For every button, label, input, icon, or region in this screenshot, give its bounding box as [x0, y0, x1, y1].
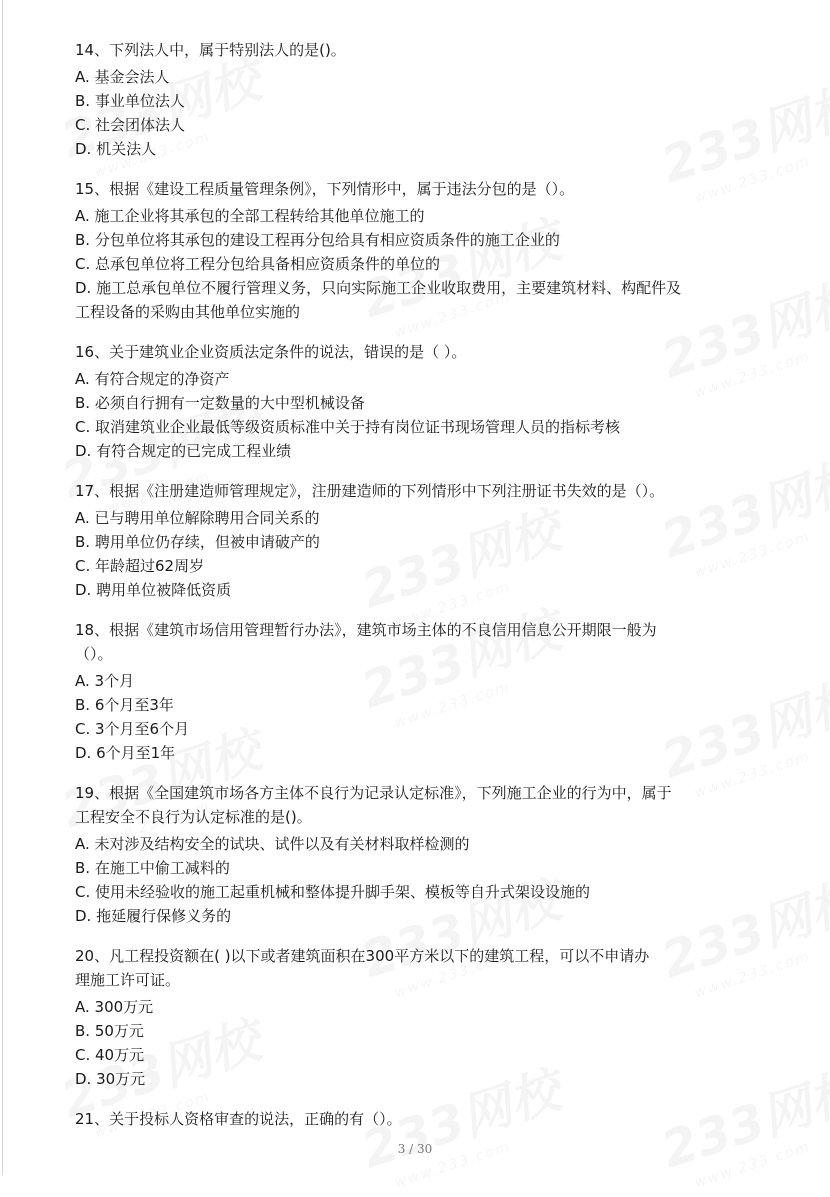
answer-option: A. 未对涉及结构安全的试块、试件以及有关材料取样检测的 — [75, 835, 470, 853]
question-stem — [75, 340, 775, 364]
page-indicator: 3 / 30 — [397, 1142, 433, 1156]
answer-option: B. 必须自行拥有一定数量的大中型机械设备 — [75, 394, 365, 412]
question-stem-line: 16、关于建筑业企业资质法定条件的说法，错误的是（ ）。 — [75, 343, 467, 361]
question-block — [75, 38, 775, 161]
question-stem-line: 14、下列法人中，属于特别法人的是()。 — [75, 41, 346, 59]
question-block — [75, 781, 775, 928]
answer-option: 工程设备的采购由其他单位实施的 — [75, 303, 301, 321]
answer-option: B. 聘用单位仍存续，但被申请破产的 — [75, 533, 320, 551]
question-block — [75, 1107, 775, 1131]
answer-option: B. 6个月至3年 — [75, 696, 174, 714]
question-stem-line: （）。 — [75, 645, 113, 663]
question-stem-line: 18、根据《建筑市场信用管理暂行办法》，建筑市场主体的不良信用信息公开期限一般为 — [75, 621, 657, 639]
question-block — [75, 340, 775, 463]
question-stem-line: 21、关于投标人资格审查的说法，正确的有（）。 — [75, 1110, 402, 1128]
answer-option: D. 6个月至1年 — [75, 744, 176, 762]
answer-option: D. 施工总承包单位不履行管理义务，只向实际施工企业收取费用，主要建筑材料、构配件及 — [75, 279, 682, 297]
question-stem-line: 工程安全不良行为认定标准的是()。 — [75, 808, 312, 826]
question-block — [75, 618, 775, 765]
question-stem — [75, 479, 775, 503]
answer-option: A. 已与聘用单位解除聘用合同关系的 — [75, 509, 320, 527]
answer-option: C. 总承包单位将工程分包给具备相应资质条件的单位的 — [75, 255, 441, 273]
question-stem-line: 19、根据《全国建筑市场各方主体不良行为记录认定标准》，下列施工企业的行为中，属于 — [75, 784, 672, 802]
question-stem — [75, 618, 775, 666]
question-stem — [75, 1107, 775, 1131]
answer-option: D. 拖延履行保修义务的 — [75, 907, 232, 925]
answer-option: C. 3个月至6个月 — [75, 720, 190, 738]
question-stem — [75, 177, 775, 201]
question-block — [75, 944, 775, 1091]
question-stem-line: 17、根据《注册建造师管理规定》，注册建造师的下列情形中下列注册证书失效的是（）。 — [75, 482, 665, 500]
answer-option: A. 3个月 — [75, 672, 135, 690]
answer-option: C. 使用未经验收的施工起重机械和整体提升脚手架、模板等自升式架设设施的 — [75, 883, 591, 901]
question-block — [75, 177, 775, 324]
answer-option: C. 取消建筑业企业最低等级资质标准中关于持有岗位证书现场管理人员的指标考核 — [75, 418, 621, 436]
answer-option: D. 有符合规定的已完成工程业绩 — [75, 442, 292, 460]
question-stem — [75, 38, 775, 62]
question-stem-line: 理施工许可证。 — [75, 971, 181, 989]
page-edge-line — [2, 0, 3, 1175]
answer-option: B. 分包单位将其承包的建设工程再分包给具有相应资质条件的施工企业的 — [75, 231, 560, 249]
question-stem — [75, 781, 775, 829]
answer-option: A. 300万元 — [75, 998, 154, 1016]
answer-option: D. 聘用单位被降低资质 — [75, 581, 232, 599]
answer-option: B. 事业单位法人 — [75, 92, 185, 110]
answer-option: A. 有符合规定的净资产 — [75, 370, 230, 388]
question-stem-line: 20、凡工程投资额在( )以下或者建筑面积在300平方米以下的建筑工程，可以不申请办 — [75, 947, 650, 965]
question-stem-line: 15、根据《建设工程质量管理条例》，下列情形中，属于违法分包的是（）。 — [75, 180, 575, 198]
document-body — [75, 38, 775, 1147]
answer-option: B. 在施工中偷工减料的 — [75, 859, 230, 877]
answer-option: A. 施工企业将其承包的全部工程转给其他单位施工的 — [75, 207, 425, 225]
answer-option: D. 30万元 — [75, 1070, 146, 1088]
answer-option: C. 年龄超过62周岁 — [75, 557, 205, 575]
answer-option: C. 社会团体法人 — [75, 116, 186, 134]
answer-option: B. 50万元 — [75, 1022, 144, 1040]
question-stem — [75, 944, 775, 992]
answer-option: C. 40万元 — [75, 1046, 145, 1064]
answer-option: A. 基金会法人 — [75, 68, 170, 86]
answer-option: D. 机关法人 — [75, 140, 157, 158]
question-block — [75, 479, 775, 602]
